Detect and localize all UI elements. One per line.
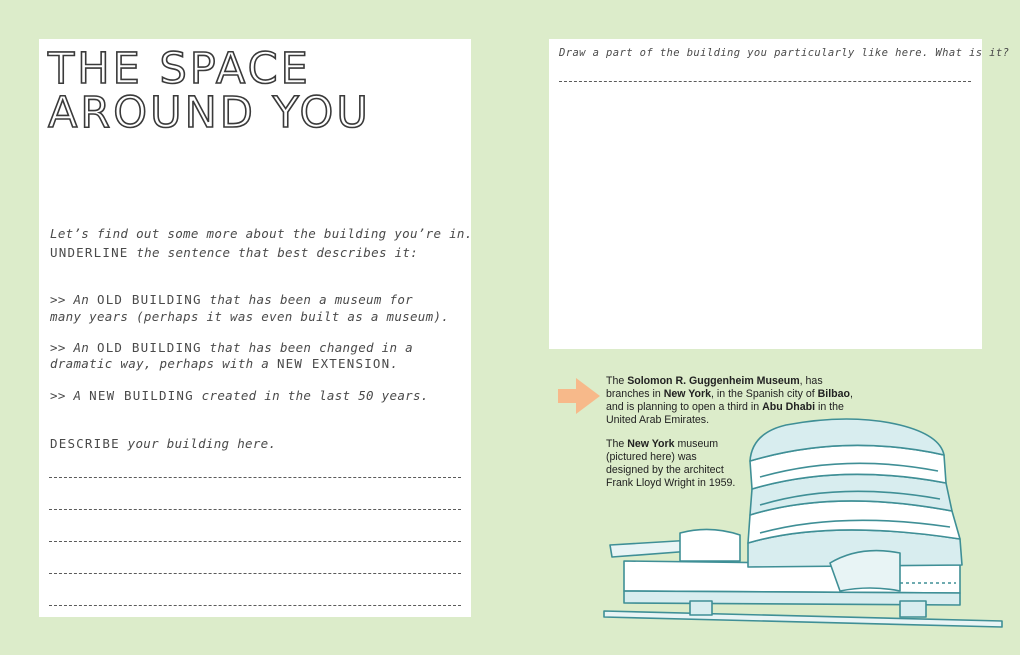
caption-guggenheim-branches: The Solomon R. Guggenheim Museum, has branches in New York, in the Spanish city of Bilbao, and is planning to open a third in Abu Dhabi in the United Arab Emirates.: [606, 375, 853, 426]
option-old-building-museum[interactable]: >> An OLD BUILDING that has been a museum for: [50, 292, 413, 307]
title-line-1: THE SPACE: [48, 44, 311, 94]
caption-new-york-museum: The New York museum (pictured here) was designed by the architect Frank Lloyd Wright in 1959.: [606, 438, 736, 489]
writing-line-3[interactable]: [49, 541, 461, 542]
left-page-panel: [39, 39, 471, 617]
answer-line[interactable]: [559, 81, 971, 82]
describe-prompt: DESCRIBE your building here.: [50, 436, 277, 451]
arrow-right-icon: [558, 378, 600, 414]
guggenheim-museum-illustration: [600, 415, 1010, 637]
option-old-building-changed-line-2[interactable]: dramatic way, perhaps with a NEW EXTENSION.: [50, 356, 399, 371]
option-new-building[interactable]: >> A NEW BUILDING created in the last 50 years.: [50, 388, 429, 403]
page-title: [48, 44, 371, 138]
title-line-2: AROUND YOU: [48, 88, 371, 138]
writing-line-4[interactable]: [49, 573, 461, 574]
writing-line-1[interactable]: [49, 477, 461, 478]
writing-line-5[interactable]: [49, 605, 461, 606]
writing-line-2[interactable]: [49, 509, 461, 510]
drawing-area-panel[interactable]: [549, 39, 1010, 349]
intro-line-2: UNDERLINE the sentence that best describes it:: [50, 245, 419, 260]
intro-line-1: Let’s find out some more about the building you’re in.: [50, 226, 473, 241]
option-old-building-museum-line-2[interactable]: many years (perhaps it was even built as a museum).: [50, 309, 450, 324]
option-old-building-changed[interactable]: >> An OLD BUILDING that has been changed in a: [50, 340, 413, 355]
draw-prompt: Draw a part of the building you particularly like here. What is it?: [559, 47, 1010, 59]
